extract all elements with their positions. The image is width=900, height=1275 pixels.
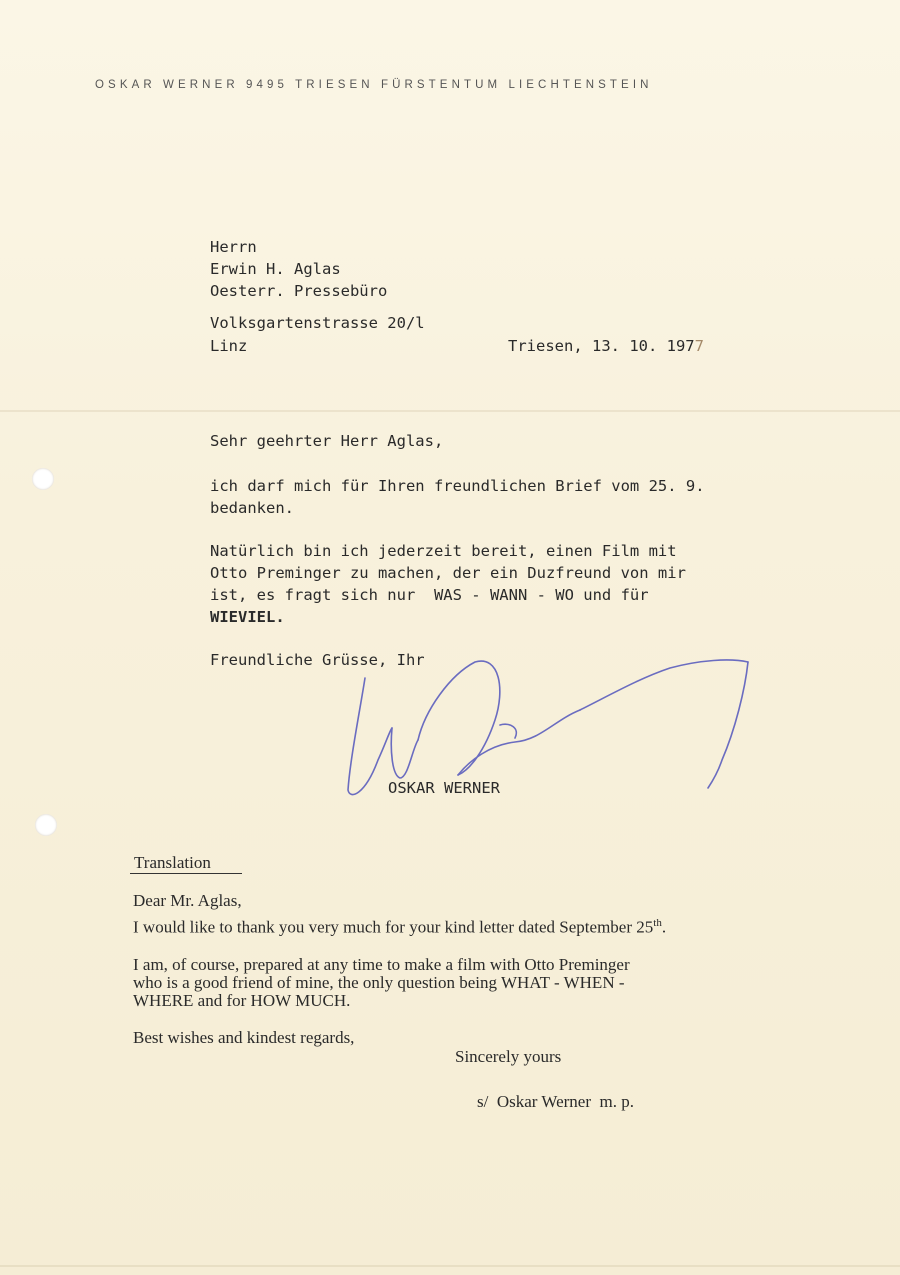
german-para2-line2: Otto Preminger zu machen, der ein Duzfreund von mir — [210, 564, 686, 582]
translation-signature-line: s/ Oskar Werner m. p. — [477, 1092, 634, 1111]
letterhead: OSKAR WERNER 9495 TRIESEN FÜRSTENTUM LIECHTENSTEIN — [95, 79, 653, 91]
translation-line1-text: I would like to thank you very much for your kind letter dated September 25 — [133, 917, 654, 937]
recipient-name: Erwin H. Aglas — [210, 260, 341, 278]
translation-sign-off: Sincerely yours — [455, 1047, 562, 1066]
paper-fold-line — [0, 410, 900, 412]
translation-heading-underline — [130, 873, 242, 874]
translation-line1 — [133, 917, 666, 938]
translation-line1-period: . — [661, 917, 667, 937]
punch-hole-bottom — [35, 814, 57, 836]
german-para2-line1: Natürlich bin ich jederzeit bereit, einen Film mit — [210, 542, 677, 560]
translation-para2-line2: who is a good friend of mine, the only question being WHAT - WHEN - — [133, 973, 625, 992]
letter-date-main: Triesen, 13. 10. 197 — [508, 337, 695, 355]
german-greeting: Sehr geehrter Herr Aglas, — [210, 432, 444, 450]
translation-closing: Best wishes and kindest regards, — [133, 1028, 355, 1047]
recipient-city: Linz — [210, 337, 248, 355]
recipient-street: Volksgartenstrasse 20/l — [210, 314, 425, 332]
german-closing: Freundliche Grüsse, Ihr — [210, 651, 425, 669]
translation-heading: Translation — [134, 853, 211, 872]
translation-para2-line1: I am, of course, prepared at any time to make a film with Otto Preminger — [133, 955, 630, 974]
german-para1-line1: ich darf mich für Ihren freundlichen Brief vom 25. 9. — [210, 477, 705, 495]
translation-para2-line3: WHERE and for HOW MUCH. — [133, 991, 351, 1010]
german-para1-line2: bedanken. — [210, 499, 294, 517]
translation-greeting: Dear Mr. Aglas, — [133, 891, 242, 910]
recipient-salutation: Herrn — [210, 238, 257, 256]
german-para2-line4: WIEVIEL. — [210, 608, 285, 626]
letter-date — [508, 337, 704, 355]
punch-hole-top — [32, 468, 54, 490]
german-para2-line3: ist, es fragt sich nur WAS - WANN - WO und für — [210, 586, 649, 604]
recipient-office: Oesterr. Pressebüro — [210, 282, 388, 300]
paper-bottom-edge — [0, 1265, 900, 1267]
german-typed-name: OSKAR WERNER — [388, 779, 500, 797]
translation-line1-superscript: th — [653, 917, 662, 929]
letter-date-faded-digit: 7 — [694, 337, 704, 355]
